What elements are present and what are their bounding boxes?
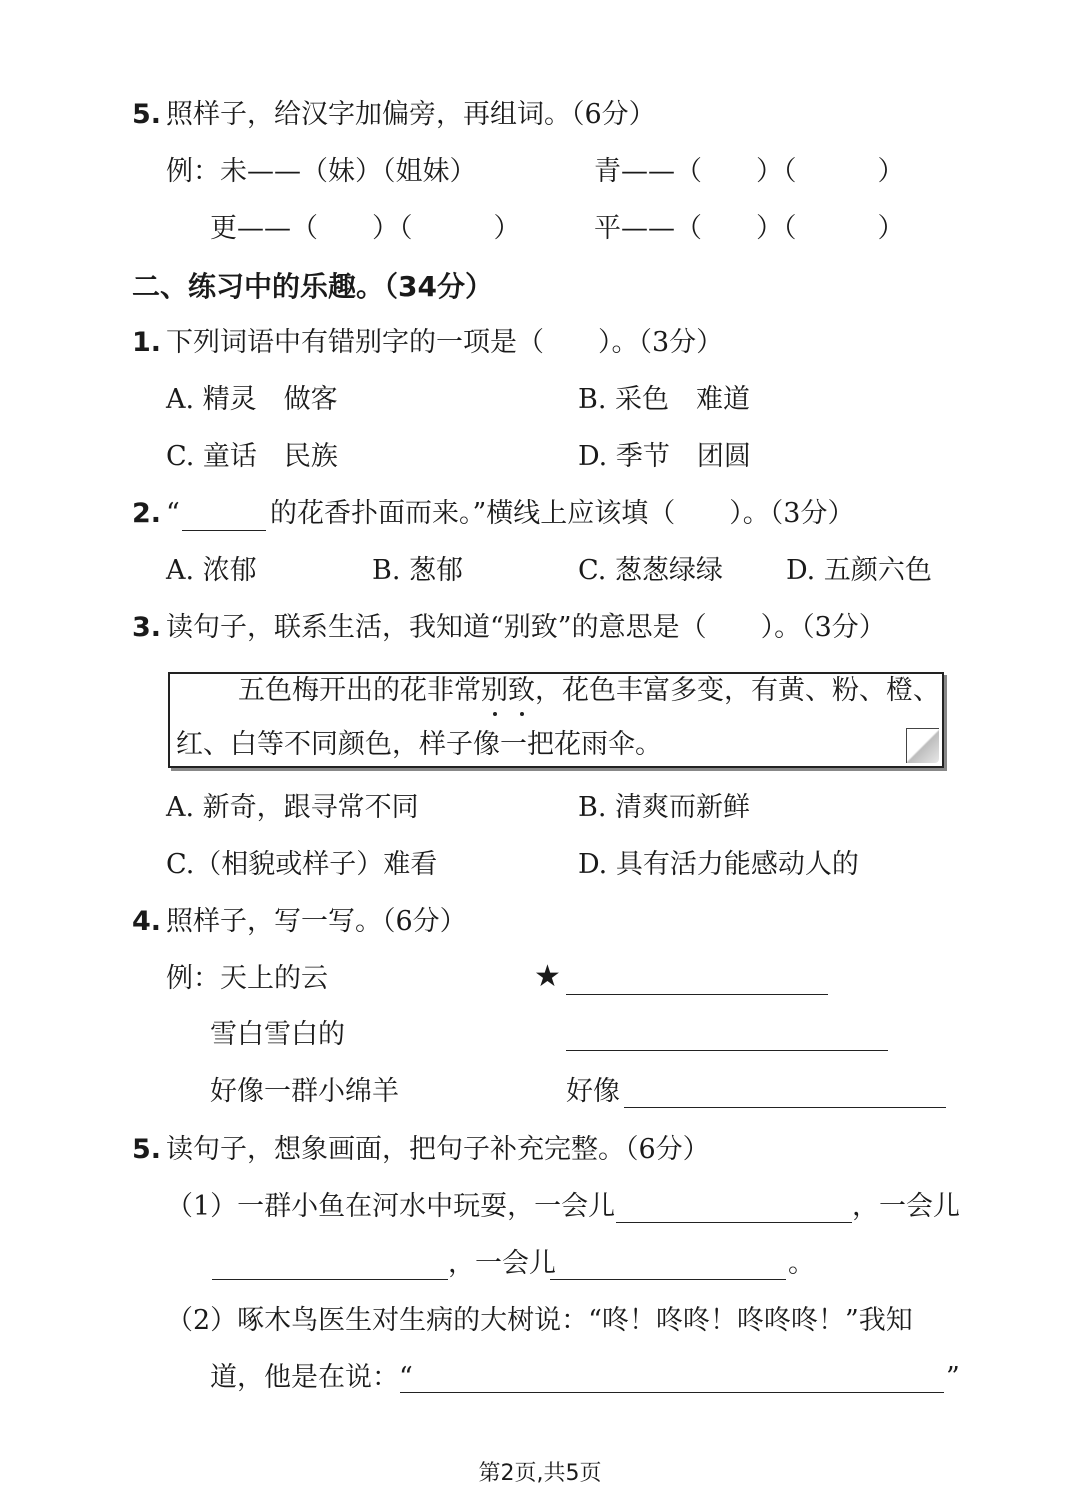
q2-open-quote: “ [166,498,180,529]
q3-option-a[interactable]: A. 新奇，跟寻常不同 [166,792,419,823]
q3-prompt: 读句子，联系生活，我知道“别致”的意思是（ ）。（3分） [166,612,886,643]
q4-example-line-1: 例：天上的云 [166,963,328,994]
q5-prompt: 读句子，想象画面，把句子补充完整。（6分） [166,1134,710,1165]
q5-s1-blank-3[interactable] [550,1279,786,1280]
q1-option-a[interactable]: A. 精灵 做客 [166,384,338,415]
q4-prompt: 照样子，写一写。（6分） [166,906,467,937]
q2-option-b[interactable]: B. 葱郁 [372,555,464,586]
emphasis-char-bie: 别 [481,675,508,706]
q3-number: 3. [132,612,162,643]
q5-s1-blank-2[interactable] [212,1279,448,1280]
q5-s2-close-quote: ” [946,1362,960,1393]
q5-s2-blank[interactable] [400,1392,944,1393]
q4-example-line-3: 好像一群小绵羊 [210,1076,399,1107]
q5-top-example: 例：未——（妹）（姐妹） [166,156,477,187]
q5-s2-line-1: （2）啄木鸟医生对生病的大树说：“咚！咚咚！咚咚咚！”我知 [166,1305,913,1336]
q5-top-item-qing[interactable]: 青——（ ）（ ） [594,156,905,187]
star-icon: ★ [534,959,561,994]
q5-top-item-geng[interactable]: 更——（ ）（ ） [210,213,521,244]
q4-blank-1[interactable] [566,994,828,995]
q5-s1-part-b: ，一会儿 [852,1191,960,1222]
q2-option-a[interactable]: A. 浓郁 [166,555,257,586]
q4-example-line-2: 雪白雪白的 [210,1019,345,1050]
q3-passage-line-1: 五色梅开出的花非常别致，花色丰富多变，有黄、粉、橙、 [238,675,940,706]
q1-option-c[interactable]: C. 童话 民族 [166,441,338,472]
q5-top-prompt: 照样子，给汉字加偏旁，再组词。（6分） [166,99,656,130]
q5-s1-part-c: ，一会儿 [448,1248,556,1279]
q4-blank-3[interactable] [624,1107,946,1108]
q5-s2-line-2: 道，他是在说：“ [210,1362,413,1393]
q1-prompt: 下列词语中有错别字的一项是（ ）。（3分） [166,327,724,358]
q4-haoxiang-label: 好像 [566,1076,620,1107]
section-2-title: 二、练习中的乐趣。（34分） [132,270,493,303]
q2-prompt: 的花香扑面而来。”横线上应该填（ ）。（3分） [270,498,855,529]
q1-option-d[interactable]: D. 季节 团圆 [578,441,751,472]
q5-top-number: 5. [132,99,162,130]
q3-option-d[interactable]: D. 具有活力能感动人的 [578,849,859,880]
q3-option-c[interactable]: C.（相貌或样子）难看 [166,849,438,880]
q5-top-item-ping[interactable]: 平——（ ）（ ） [594,213,905,244]
q2-option-d[interactable]: D. 五颜六色 [786,555,932,586]
q4-blank-2[interactable] [566,1050,888,1051]
q3-passage-line-2: 红、白等不同颜色，样子像一把花雨伞。 [176,729,662,760]
q2-option-c[interactable]: C. 葱葱绿绿 [578,555,723,586]
q4-number: 4. [132,906,162,937]
q1-option-b[interactable]: B. 采色 难道 [578,384,751,415]
q3-option-b[interactable]: B. 清爽而新鲜 [578,792,751,823]
q5-number: 5. [132,1134,162,1165]
page-curl-decoration [906,728,939,763]
q2-fill-blank[interactable] [182,530,266,531]
q2-number: 2. [132,498,162,529]
q5-s1-blank-1[interactable] [616,1222,852,1223]
page-number-footer: 第2页,共5页 [478,1461,602,1486]
q5-s1-part-a: （1）一群小鱼在河水中玩耍，一会儿 [166,1191,616,1222]
emphasis-char-zhi: 致 [508,675,535,706]
q5-s1-period: 。 [788,1248,815,1279]
q1-number: 1. [132,327,162,358]
